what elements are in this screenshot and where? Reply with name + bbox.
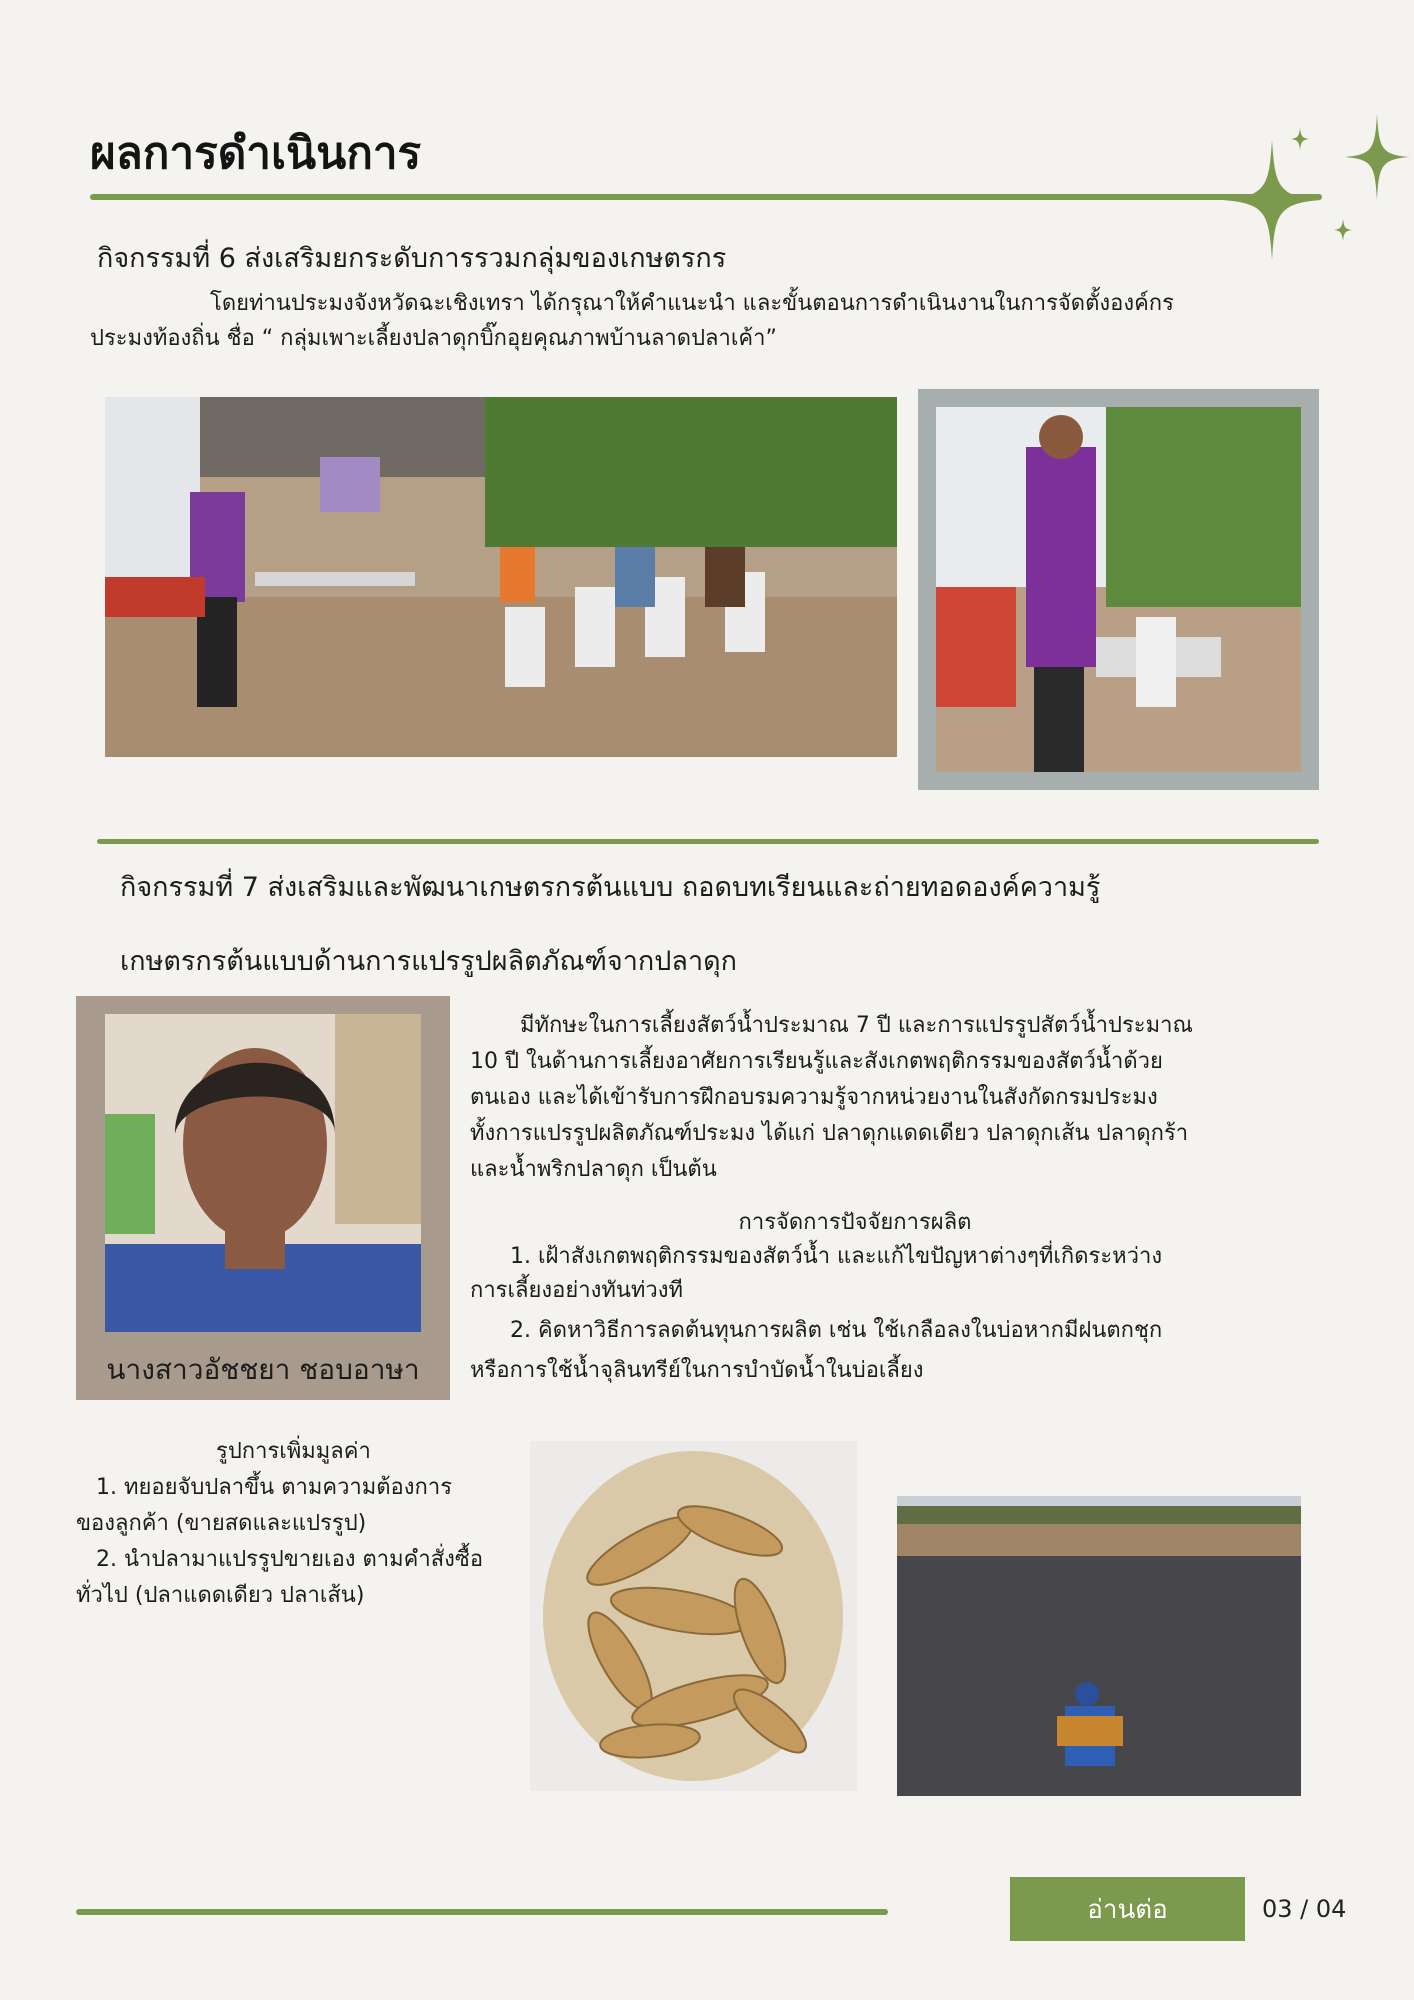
sparkle-icon [1291,128,1309,150]
page-indicator: 03 / 04 [1262,1895,1347,1923]
factor-line: หรือการใช้น้ำจุลินทรีย์ในการบำบัดน้ำในบ่อเลี้ยง [470,1358,924,1383]
sparkle-icon [1334,219,1352,241]
value-line: ของลูกค้า (ขายสดและแปรรูป) [76,1511,367,1536]
title-divider [90,194,1322,200]
read-more-button[interactable]: อ่านต่อ [1010,1877,1245,1941]
meeting-photo [105,397,897,757]
bio-line: ทั้งการแปรรูปผลิตภัณฑ์ประมง ได้แก่ ปลาดุกแดดเดียว ปลาดุกเส้น ปลาดุกร้า [470,1121,1189,1146]
factor-line: 1. เฝ้าสังเกตพฤติกรรมของสัตว์น้ำ และแก้ไขปัญหาต่างๆที่เกิดระหว่าง [510,1244,1163,1269]
section-divider [97,839,1319,844]
pond-photo [897,1496,1301,1796]
factor-line: การเลี้ยงอย่างทันท่วงที [470,1278,683,1303]
farmer-bio [470,1008,1300,1188]
value-line: ทั่วไป (ปลาแดดเดียว ปลาเส้น) [76,1583,365,1608]
factors-title: การจัดการปัจจัยการผลิต [738,1210,972,1235]
activity6-heading: กิจกรรมที่ 6 ส่งเสริมยกระดับการรวมกลุ่มของเกษตรกร [97,243,727,274]
value-title: รูปการเพิ่มมูลค่า [216,1439,371,1464]
page-title: ผลการดำเนินการ [90,128,422,179]
activity7-subheading: เกษตรกรต้นแบบด้านการแปรรูปผลิตภัณฑ์จากปลาดุก [120,946,737,977]
bio-line: ตนเอง และได้เข้ารับการฝึกอบรมความรู้จากหน่วยงานในสังกัดกรมประมง [470,1085,1158,1110]
bio-line: มีทักษะในการเลี้ยงสัตว์น้ำประมาณ 7 ปี และการแปรรูปสัตว์น้ำประมาณ [520,1013,1193,1038]
factor-line: 2. คิดหาวิธีการลดต้นทุนการผลิต เช่น ใช้เกลือลงในบ่อหากมีฝนตกชุก [510,1318,1163,1343]
footer-divider [76,1909,888,1915]
speaker-photo [936,407,1301,772]
activity6-line1: โดยท่านประมงจังหวัดฉะเชิงเทรา ได้กรุณาให้คำแนะนำ และขั้นตอนการดำเนินงานในการจัดตั้งองค์กร [210,291,1174,316]
dried-fish-photo [530,1441,857,1791]
production-factors [470,1206,1300,1388]
activity6-line2: ประมงท้องถิ่น ชื่อ “ กลุ่มเพาะเลี้ยงปลาดุกบิ๊กอุยคุณภาพบ้านลาดปลาเค้า” [90,326,777,352]
value-line: 2. นำปลามาแปรรูปขายเอง ตามคำสั่งซื้อ [96,1547,484,1572]
farmer-name: นางสาวอัชชยา ชอบอาษา [106,1353,420,1386]
activity7-heading: กิจกรรมที่ 7 ส่งเสริมและพัฒนาเกษตรกรต้นแบบ ถอดบทเรียนและถ่ายทอดองค์ความรู้ [120,872,1101,903]
farmer-portrait-frame [76,996,450,1400]
bio-line: 10 ปี ในด้านการเลี้ยงอาศัยการเรียนรู้และสังเกตพฤติกรรมของสัตว์น้ำด้วย [470,1049,1163,1074]
activity6-description [90,286,1340,356]
sparkle-icon [1222,140,1322,260]
value-adding [76,1434,526,1614]
value-line: 1. ทยอยจับปลาขึ้น ตามความต้องการ [96,1475,453,1500]
farmer-portrait [105,1014,421,1332]
sparkle-icon [1344,114,1410,200]
bio-line: และน้ำพริกปลาดุก เป็นต้น [470,1157,717,1182]
speaker-photo-frame [918,389,1319,790]
